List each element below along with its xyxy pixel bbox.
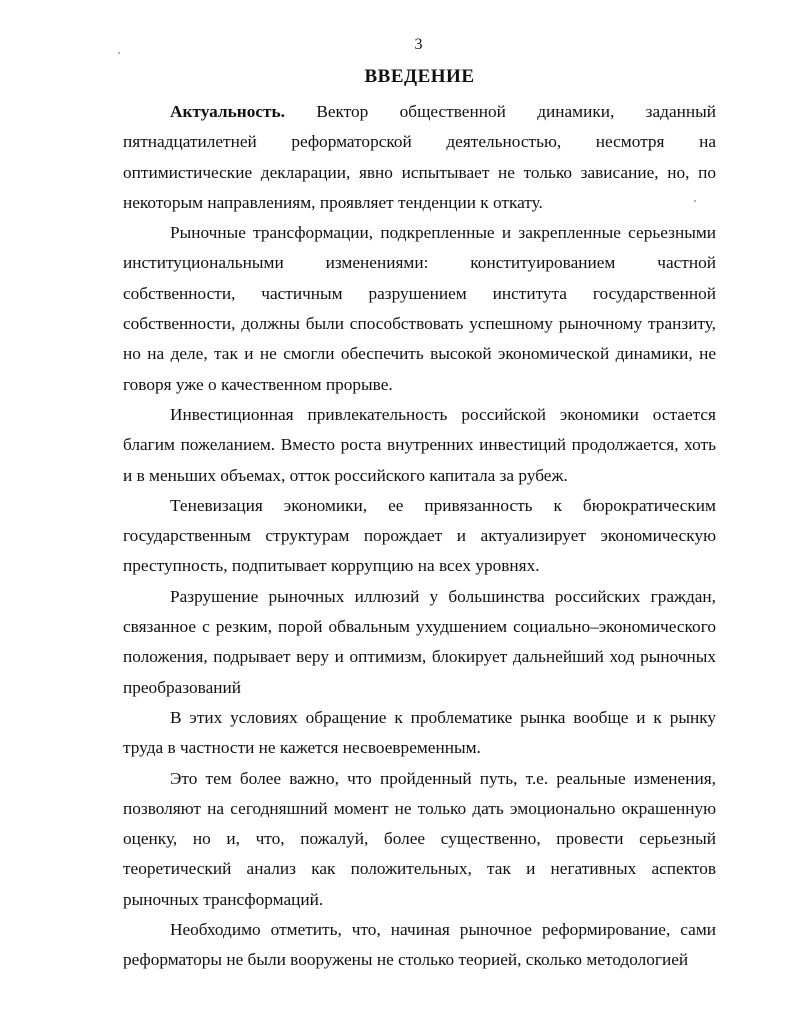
- body-text: [123, 97, 716, 976]
- page-number: 3: [414, 36, 423, 53]
- paragraph-8: Необходимо отметить, что, начиная рыночное реформирование, сами реформаторы не были вооружены не столько теорией, сколько методологией: [123, 920, 716, 970]
- paragraph-3: Инвестиционная привлекательность российской экономики остается благим пожеланием. Вместо роста внутренних инвестиций продолжается, хоть и в меньших объемах, отток российского капитала за рубеж.: [123, 404, 716, 485]
- page-title: ВВЕДЕНИЕ: [364, 66, 475, 87]
- paragraph-5: Разрушение рыночных иллюзий у большинства российских граждан, связанное с резким, порой обвальным ухудшением социально–экономического положения, подрывает веру и оптимизм, блокирует дальнейший ход рыночных преобразований: [123, 586, 716, 697]
- paragraph-4: Теневизация экономики, ее привязанность к бюрократическим государственным структурам порождает и актуализирует экономическую преступность, подпитывает коррупцию на всех уровнях.: [123, 495, 716, 576]
- paragraph-1: [123, 97, 716, 218]
- paragraph-6: В этих условиях обращение к проблематике рынка вообще и к рынку труда в частности не кажется несвоевременным.: [123, 707, 716, 758]
- scan-speck: [694, 200, 696, 202]
- paragraph-2: Рыночные трансформации, подкрепленные и закрепленные серьезными институциональными изменениями: конституированием частной собственности, частичным разрушением института государственной собственности, должны были способствовать успешному рыночному транзиту, но на деле, так и не смогли обеспечить высокой экономической динамики, не говоря уже о качественном прорыве.: [123, 223, 716, 394]
- scan-speck: [118, 52, 120, 54]
- paragraph-text: Вектор общественной динамики, заданный пятнадцатилетней реформаторской деятельностью, несмотря на оптимистические декларации, явно испытывает не только зависание, но, по некоторым направлениям, проявляет тенденции к откату.: [123, 102, 716, 212]
- paragraph-lead: Актуальность.: [170, 102, 285, 121]
- paragraph-7: Это тем более важно, что пройденный путь, т.е. реальные изменения, позволяют на сегодняшний момент не только дать эмоционально окрашенную оценку, но и, что, пожалуй, более существенно, провести серьезный теоретический анализ как положительных, так и негативных аспектов рыночных трансформаций.: [123, 768, 716, 909]
